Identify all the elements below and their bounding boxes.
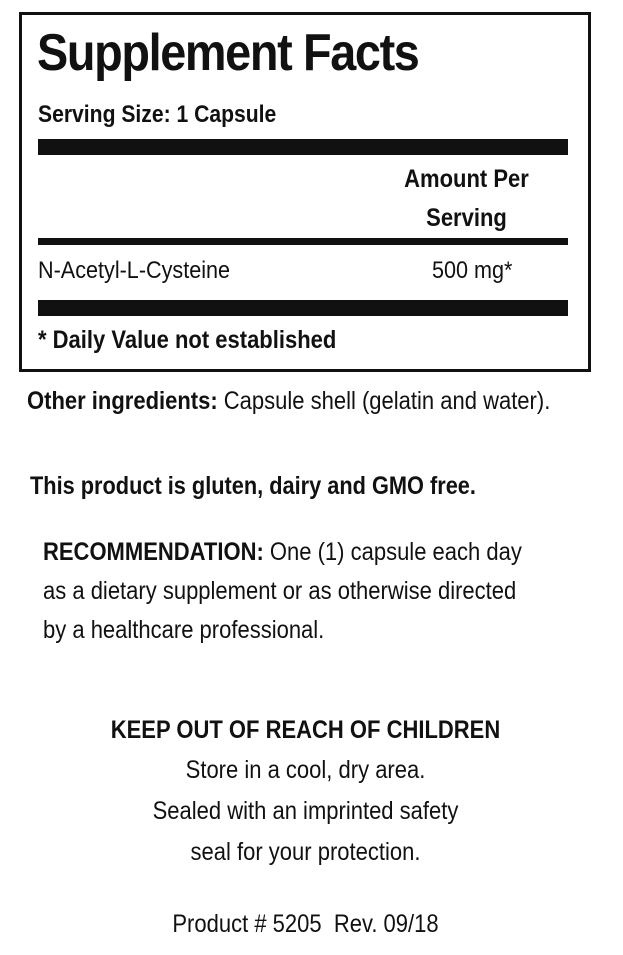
medium-divider bbox=[38, 238, 568, 245]
supplement-facts-panel bbox=[19, 12, 591, 372]
amount-header-line: Serving bbox=[426, 204, 507, 232]
amount-header-line: Amount Per bbox=[404, 165, 529, 193]
thick-divider bbox=[38, 300, 568, 316]
allergen-free-statement: This product is gluten, dairy and GMO free. bbox=[30, 472, 476, 500]
storage-line: Sealed with an imprinted safety bbox=[152, 797, 459, 825]
ingredient-amount: 500 mg* bbox=[432, 257, 513, 284]
storage-line: seal for your protection. bbox=[190, 838, 421, 866]
ingredient-name: N-Acetyl-L-Cysteine bbox=[38, 257, 231, 284]
other-ingredients-text: Capsule shell (gelatin and water). bbox=[217, 387, 551, 415]
storage-line: Store in a cool, dry area. bbox=[185, 756, 426, 784]
facts-title: Supplement Facts bbox=[37, 24, 419, 82]
recommendation bbox=[43, 533, 536, 650]
thick-divider bbox=[38, 139, 568, 155]
daily-value-footnote: * Daily Value not established bbox=[38, 326, 337, 354]
recommendation-text: One (1) capsule each day as a dietary supplement or as otherwise directed by a healthcare professional. bbox=[43, 538, 522, 644]
product-number-revision: Product # 5205 Rev. 09/18 bbox=[172, 910, 439, 938]
serving-size: Serving Size: 1 Capsule bbox=[38, 101, 277, 128]
other-ingredients-label: Other ingredients: bbox=[27, 387, 218, 415]
recommendation-label: RECOMMENDATION: bbox=[43, 538, 264, 566]
other-ingredients bbox=[27, 382, 590, 421]
warning-block bbox=[0, 710, 611, 873]
warning-heading: KEEP OUT OF REACH OF CHILDREN bbox=[110, 716, 501, 744]
amount-per-serving-header bbox=[390, 160, 544, 238]
